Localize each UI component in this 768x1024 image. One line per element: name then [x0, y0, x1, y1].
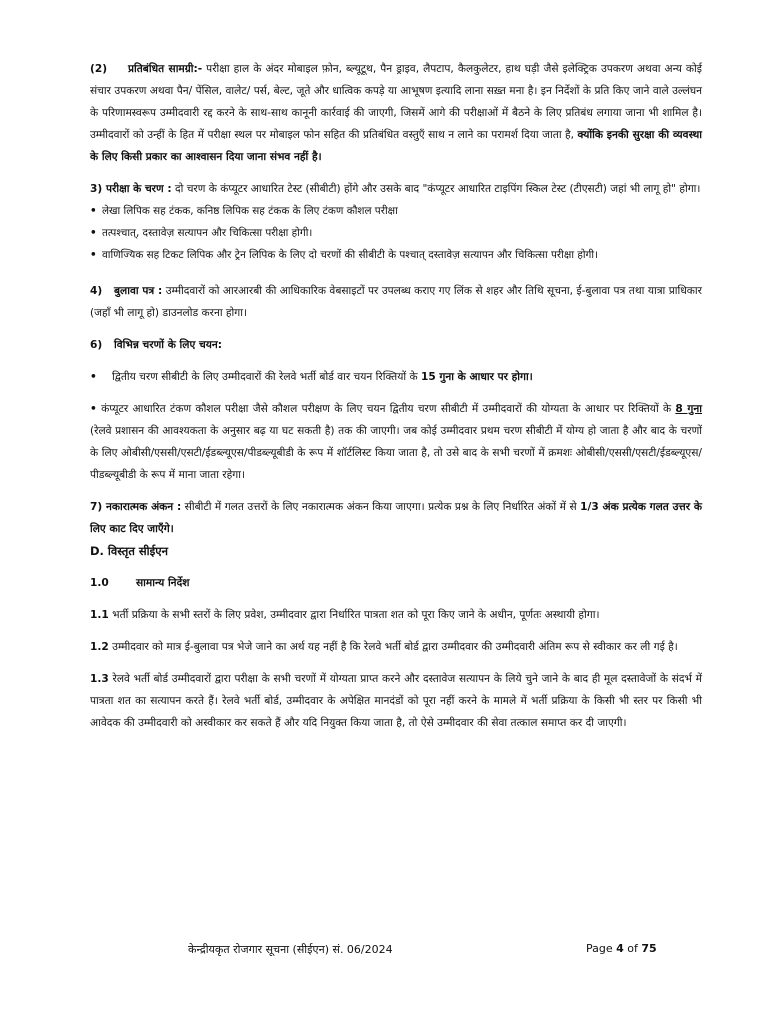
notice-number: केन्द्रीयकृत रोजगार सूचना (सीईएन) सं. 06/2024: [188, 943, 393, 956]
page-number: 4: [616, 942, 624, 955]
list-item: [90, 366, 702, 388]
section-exam-stages: [90, 178, 702, 200]
section-title: प्रतिबंधित सामग्री:-: [128, 63, 203, 75]
bullet-icon: •: [90, 371, 97, 383]
list-item-text: तत्पश्चात्, दस्तावेज़ सत्यापन और चिकित्सा परीक्षा होगी।: [102, 227, 313, 239]
section-text: दो चरण के कंप्यूटर आधारित टेस्ट (सीबीटी) होंगे और उसके बाद "कंप्यूटर आधारित टाइपिंग स्किल टेस्ट (टीएसटी) जहां भी लागू हो" होगा।: [171, 183, 701, 195]
section-general-instructions: [90, 572, 702, 594]
clause-number: 1.1: [90, 609, 109, 621]
section-title: 7) नकारात्मक अंकन :: [90, 501, 182, 513]
clause-text: रेलवे भर्ती बोर्ड उम्मीदवारों द्वारा परीक्षा के सभी चरणों में योग्यता प्राप्त करने और दस्तावेज सत्यापन के लिये चुने जाने के बाद ही मूल दस्तावेजों के संदर्भ में पात्रता शत का सत्यापन करते हैं। रेलवे भर्ती बोर्ड, उम्मीदवार के अपेक्षित मानदंडों को पूरा नहीं करने के मामले में भर्ती प्रक्रिया के किसी भी स्तर पर किसी भी आवेदक की उम्मीदवारी को अस्वीकार कर सकते हैं और यदि नियुक्त किया जाता है, तो ऐसे उम्मीदवार की सेवा तत्काल समाप्त कर दी जाएगी।: [90, 673, 702, 729]
section-call-letter: [90, 280, 702, 324]
list-item-underlined: 8 गुना: [675, 403, 702, 415]
section-selection: [90, 334, 702, 356]
bullet-icon: •: [90, 227, 97, 239]
list-item-text-cont: (रेलवे प्रशासन की आवश्यकता के अनुसार बढ़ या घट सकती है) तक की जाएगी। जब कोई उम्मीदवार प्रथम चरण सीबीटी में योग्य हो जाता है और बाद के चरणों के लिए ओबीसी/एससी/एसटी/ईडब्ल्यूएस/पीडब्ल्यूबीडी के रूप में शॉर्टलिस्ट किया जाता है, तो उसे बाद के सभी चरणों में क्रमशः ओबीसी/एससी/एसटी/ईडब्ल्यूएस/पीडब्ल्यूबीडी के रूप में माना जाता रहेगा।: [90, 425, 702, 481]
of-word: of: [627, 942, 638, 955]
section-title: परीक्षा के चरण :: [106, 183, 172, 195]
section-restricted-items: [90, 58, 702, 168]
bullet-icon: •: [90, 205, 97, 217]
clause-number: 1.2: [90, 641, 109, 653]
section-title: बुलावा पत्र :: [114, 285, 163, 297]
document-page: [90, 58, 702, 734]
bullet-icon: •: [90, 249, 97, 261]
list-item-text: द्वितीय चरण सीबीटी के लिए उम्मीदवारों की रेलवे भर्ती बोर्ड वार चयन रिक्तियों के: [112, 371, 421, 383]
section-number: (2): [90, 63, 108, 75]
list-item-bold: 15 गुना के आधार पर होगा।: [420, 371, 533, 383]
section-bold-note: 1/3 अंक प्रत्येक गलत उत्तर के लिए काट दिए जाएँगे।: [90, 501, 702, 535]
section-number: 1.0: [90, 577, 109, 589]
section-text: परीक्षा हाल के अंदर मोबाइल फ़ोन, ब्ल्यूटूथ, पैन ड्राइव, लैपटाप, कैलकुलेटर, हाथ घड़ी जैसे इलेक्ट्रिक उपकरण अथवा अन्य कोई संचार उपकरण अथवा पैन/ पेंसिल, वालेट/ पर्स, बेल्ट, जूते और धात्विक कपड़े या आभूषण इत्यादि लाना सख़्त मना है। इन निर्देशों के प्रति किए जाने वाले उल्लंघन के परिणामस्वरूप उम्मीदवारी रद्द करने के साथ-साथ कानूनी कार्रवाई की जाएगी, जिसमें आगे की परीक्षाओं में बैठने के लिए प्रतिबंध लगाया जाना भी शामिल है।उम्मीदवारों को उन्हीं के हित में परीक्षा स्थल पर मोबाइल फोन सहित की प्रतिबंधित वस्तुएँ साथ न लाने का परामर्श दिया जाता है,: [90, 63, 702, 141]
list-item-text: लेखा लिपिक सह टंकक, कनिष्ठ लिपिक सह टंकक के लिए टंकण कौशल परीक्षा: [102, 205, 398, 217]
page-total: 75: [641, 942, 657, 955]
section-title: सामान्य निर्देश: [136, 577, 190, 589]
section-bold-note: क्योंकि इनकी सुरक्षा की व्यवस्था के लिए किसी प्रकार का आश्वासन दिया जाना संभव नहीं है।: [90, 129, 702, 163]
clause-1-1: [90, 604, 702, 626]
bullet-icon: •: [90, 403, 97, 415]
clause-1-2: [90, 636, 702, 658]
list-item: [90, 398, 702, 486]
page-word: Page: [586, 942, 613, 955]
section-heading-d: D. विस्तृत सीईएन: [90, 544, 169, 558]
section-number: 6): [90, 339, 103, 351]
section-number: 3): [90, 183, 103, 195]
section-title: विभिन्न चरणों के लिए चयन:: [114, 339, 222, 351]
page-footer: [0, 942, 768, 962]
list-item-text: कंप्यूटर आधारित टंकण कौशल परीक्षा जैसे कौशल परीक्षण के लिए चयन द्वितीय चरण सीबीटी में उम्मीदवारों की योग्यता के आधार पर रिक्तियों के: [96, 403, 676, 415]
clause-1-3: [90, 668, 702, 734]
section-text: सीबीटी में गलत उत्तरों के लिए नकारात्मक अंकन किया जाएगा। प्रत्येक प्रश्न के लिए निर्धारित अंकों में से: [181, 501, 581, 513]
clause-text: उम्मीदवार को मात्र ई-बुलावा पत्र भेजे जाने का अर्थ यह नहीं है कि रेलवे भर्ती बोर्ड द्वारा उम्मीदवार की उम्मीदवारी अंतिम रूप से स्वीकार कर ली गई है।: [108, 641, 678, 653]
list-item: [90, 244, 702, 266]
section-number: 4): [90, 285, 103, 297]
clause-text: भर्ती प्रक्रिया के सभी स्तरों के लिए प्रवेश, उम्मीदवार द्वारा निर्धारित पात्रता शत को पूरा किए जाने के अधीन, पूर्णतः अस्थायी होगा।: [108, 609, 600, 621]
clause-number: 1.3: [90, 673, 109, 685]
section-negative-marking: [90, 496, 702, 540]
list-item-text: वाणिज्यिक सह टिकट लिपिक और ट्रेन लिपिक के लिए दो चरणों की सीबीटी के पश्चात् दस्तावेज़ सत्यापन और चिकित्सा परीक्षा होगी।: [102, 249, 599, 261]
list-item: [90, 200, 702, 222]
list-item: [90, 222, 702, 244]
section-text: उम्मीदवारों को आरआरबी की आधिकारिक वेबसाइटों पर उपलब्ध कराए गए लिंक से शहर और तिथि सूचना, ई-बुलावा पत्र तथा यात्रा प्राधिकार (जहाँ भी लागू हो) डाउनलोड करना होगा।: [90, 285, 702, 319]
page-indicator: [586, 942, 657, 955]
